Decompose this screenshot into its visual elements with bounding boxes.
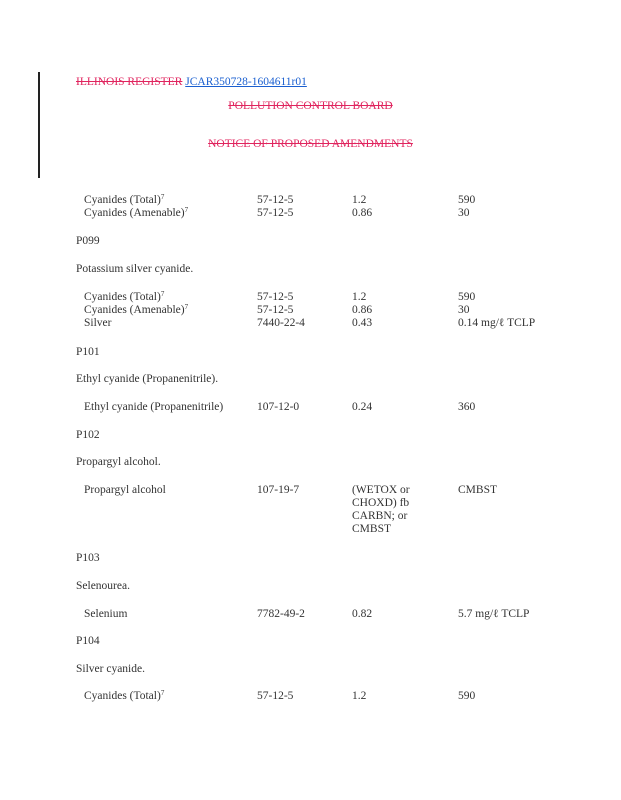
row-cas: 57-12-5 [257,304,294,316]
row-ww: 1.2 [352,194,367,206]
row-name: Cyanides (Amenable)$^7$ [84,206,189,219]
row-nww: 5.7 mg/ℓ TCLP [458,608,530,620]
row-cas: 57-12-5 [257,207,294,219]
waste-description: Potassium silver cyanide. [76,263,194,275]
row-name: Ethyl cyanide (Propanenitrile) [84,401,224,413]
row-ww: 0.86 [352,207,373,219]
row-name: Cyanides (Total)$^7$ [84,290,165,303]
row-name: Cyanides (Total)$^7$ [84,193,165,206]
notice-heading: NOTICE OF PROPOSED AMENDMENTS [208,138,413,150]
row-cas: 57-12-5 [257,194,294,206]
row-nww: 590 [458,291,476,303]
waste-code: P104 [76,635,100,647]
row-ww: 0.82 [352,608,373,620]
row-nww: 30 [458,304,470,316]
revision-bar [38,72,40,178]
row-name: Selenium [84,608,128,620]
row-ww: 0.24 [352,401,373,413]
row-nww: 0.14 mg/ℓ TCLP [458,317,536,329]
waste-code: P099 [76,235,100,247]
row-cas: 107-19-7 [257,484,300,496]
row-cas: 107-12-0 [257,401,300,413]
row-nww: 590 [458,690,476,702]
waste-code: P102 [76,429,100,441]
row-cas: 7440-22-4 [257,317,305,329]
row-ww: 0.43 [352,317,373,329]
row-nww: 590 [458,194,476,206]
waste-description: Propargyl alcohol. [76,456,161,468]
waste-description: Silver cyanide. [76,663,145,675]
row-ww: 0.86 [352,304,373,316]
waste-code: P103 [76,552,100,564]
row-ww: 1.2 [352,690,367,702]
register-header [76,76,307,88]
row-ww: 1.2 [352,291,367,303]
register-struck-text: ILLINOIS REGISTER [76,76,183,88]
row-ww: (WETOX or CHOXD) fb CARBN; or CMBST [352,484,410,535]
row-name: Cyanides (Total)$^7$ [84,689,165,702]
row-name: Silver [84,317,112,329]
waste-code: P101 [76,346,100,358]
register-inserted-text: JCAR350728-1604611r01 [185,76,307,88]
row-name: Propargyl alcohol [84,484,166,496]
row-cas: 7782-49-2 [257,608,305,620]
row-name: Cyanides (Amenable)$^7$ [84,303,189,316]
row-cas: 57-12-5 [257,690,294,702]
board-heading: POLLUTION CONTROL BOARD [228,100,393,112]
row-nww: CMBST [458,484,497,496]
waste-description: Ethyl cyanide (Propanenitrile). [76,373,219,385]
waste-description: Selenourea. [76,580,130,592]
row-nww: 30 [458,207,470,219]
row-nww: 360 [458,401,476,413]
row-cas: 57-12-5 [257,291,294,303]
